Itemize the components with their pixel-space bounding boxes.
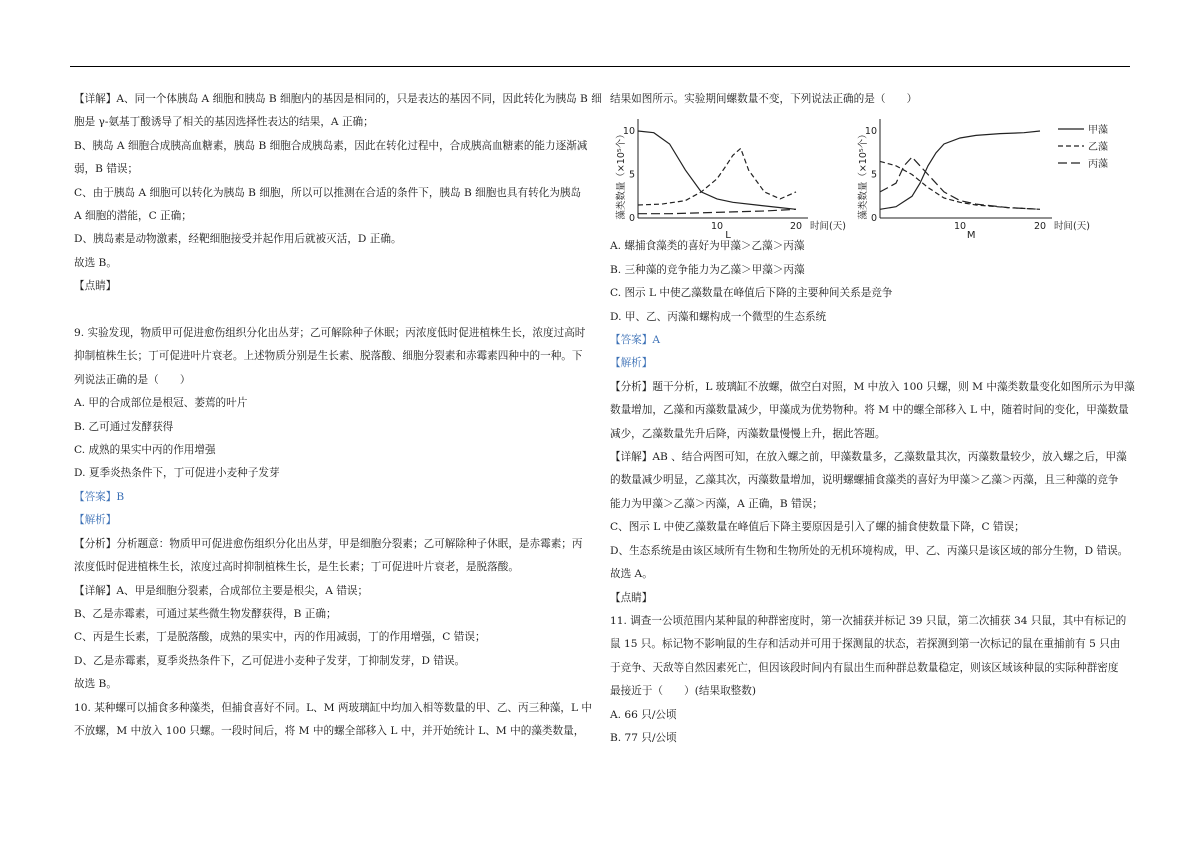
algae-charts: [610, 113, 1130, 242]
text-line: 胞是 γ-氨基丁酸诱导了相关的基因选择性表达的结果，A 正确；: [74, 116, 374, 129]
y-tick-label: 10: [864, 126, 877, 138]
text-line: 弱，B 错误；: [74, 163, 139, 176]
text-line: 【解析】: [74, 514, 117, 527]
right-bottom-text: [610, 235, 1135, 750]
text-line: 鼠 15 只。标记物不影响鼠的生存和活动并可用于探测鼠的状态，若探测到第一次标记的鼠在重捕前有 5 只由: [610, 638, 1121, 651]
y-tick-label: 5: [628, 169, 635, 181]
text-line: 故选 B。: [74, 678, 117, 691]
text-line: 最接近于（ ）(结果取整数): [610, 685, 756, 698]
text-line: D、生态系统是由该区域所有生物和生物所处的无机环境构成，甲、乙、丙藻只是该区域的部分生物，D 错误。: [610, 544, 1129, 557]
text-line: 故选 B。: [74, 256, 117, 269]
text-line: A. 甲的合成部位是根冠、萎蔫的叶片: [74, 397, 248, 410]
text-line: 数量增加，乙藻和丙藻数量减少，甲藻成为优势物种。将 M 中的螺全部移入 L 中，随着时间的变化，甲藻数量: [610, 404, 1129, 417]
x-tick-label: 20: [789, 221, 803, 233]
header-rule: [70, 66, 1130, 67]
text-line: 于竞争、天敌等自然因素死亡，但因该段时间内有鼠出生而种群总数量稳定，则该区域该种鼠的实际种群密度: [610, 661, 1119, 674]
series-line-丙藻: [638, 210, 796, 214]
text-line: 的数量减少明显，乙藻其次，丙藻数量增加，说明螺螺捕食藻类的喜好为甲藻＞乙藻＞丙藻，且三种藻的竞争: [610, 474, 1119, 487]
text-line: 【点睛】: [74, 280, 117, 293]
text-line: 【点睛】: [610, 591, 653, 604]
text-line: 11. 调查一公顷范围内某种鼠的种群密度时，第一次捕获并标记 39 只鼠，第二次捕获 34 只鼠，其中有标记的: [610, 614, 1127, 627]
text-line: C. 成熟的果实中丙的作用增强: [74, 444, 216, 457]
x-axis-label: 时间(天): [810, 221, 846, 233]
text-line: 浓度低时促进植株生长，浓度过高时抑制植株生长，是生长素；丁可促进叶片衰老，是脱落酸。: [74, 561, 519, 574]
y-tick-label: 0: [870, 213, 877, 225]
text-line: 10. 某种螺可以捕食多种藻类，但捕食喜好不同。L、M 两玻璃缸中均加入相等数量的甲、乙、丙三种藻，L 中: [74, 701, 592, 714]
text-line: 故选 A。: [610, 568, 653, 581]
legend-label: 甲藻: [1088, 125, 1108, 137]
text-line: 能力为甲藻＞乙藻＞丙藻，A 正确，B 错误；: [610, 497, 823, 510]
y-tick-label: 0: [628, 213, 635, 225]
y-tick-label: 5: [870, 169, 877, 181]
text-line: 【解析】: [610, 357, 653, 370]
x-tick-label: 10: [953, 221, 967, 233]
text-line: 【详解】AB 、结合两图可知，在放入螺之前，甲藻数量多，乙藻数量其次，丙藻数量较少，放入螺之后，甲藻: [610, 451, 1127, 464]
legend-label: 乙藻: [1088, 142, 1108, 154]
y-tick-label: 10: [622, 126, 635, 138]
text-line: 9. 实验发现，物质甲可促进愈伤组织分化出丛芽；乙可解除种子休眠；丙浓度低时促进植株生长，浓度过高时: [74, 327, 586, 340]
x-axis-label: 时间(天): [1054, 221, 1090, 233]
panel-label: M: [966, 230, 976, 242]
text-line: 【分析】题干分析，L 玻璃缸不放螺，做空白对照，M 中放入 100 只螺，则 M 中藻类数量变化如图所示为甲藻: [610, 380, 1135, 393]
text-line: B. 77 只/公顷: [610, 731, 677, 744]
panel-label: L: [725, 230, 731, 242]
y-axis-label: 藻类数量（×10⁵个）: [858, 129, 869, 221]
text-line: A. 螺捕食藻类的喜好为甲藻＞乙藻＞丙藻: [610, 240, 805, 253]
text-line: [74, 299, 594, 322]
text-line: 【详解】A、甲是细胞分裂素，合成部位主要是根尖，A 错误；: [74, 584, 369, 597]
text-line: B、胰岛 A 细胞合成胰高血糖素，胰岛 B 细胞合成胰岛素，因此在转化过程中，合成胰高血糖素的能力逐渐减: [74, 139, 588, 152]
text-line: D. 夏季炎热条件下，丁可促进小麦种子发芽: [74, 467, 280, 480]
text-line: C、图示 L 中使乙藻数量在峰值后下降主要原因是引入了螺的捕食使数量下降，C 错误；: [610, 521, 1025, 534]
x-tick-label: 10: [710, 221, 724, 233]
figure-area: [610, 113, 1130, 242]
text-line: B、乙是赤霉素，可通过某些微生物发酵获得，B 正确；: [74, 607, 337, 620]
text-line: 【答案】B: [74, 490, 125, 503]
text-line: 不放螺，M 中放入 100 只螺。一段时间后，将 M 中的螺全部移入 L 中，并开始统计 L、M 中的藻类数量，: [74, 724, 585, 737]
right-top-text: [610, 88, 1130, 111]
series-line-乙藻: [638, 149, 796, 206]
text-line: B. 乙可通过发酵获得: [74, 420, 174, 433]
text-line: 【详解】A、同一个体胰岛 A 细胞和胰岛 B 细胞内的基因是相同的，只是表达的基因不同，因此转化为胰岛 B 细: [74, 93, 602, 105]
legend-label: 丙藻: [1088, 159, 1108, 171]
right-column: [610, 88, 1135, 750]
text-line: A 细胞的潜能，C 正确；: [74, 210, 192, 223]
text-line: D. 甲、乙、丙藻和螺构成一个微型的生态系统: [610, 310, 827, 323]
text-line: C、由于胰岛 A 细胞可以转化为胰岛 B 细胞，所以可以推测在合适的条件下，胰岛 B 细胞也具有转化为胰岛: [74, 186, 582, 199]
text-line: B. 三种藻的竞争能力为乙藻＞甲藻＞丙藻: [610, 263, 805, 276]
text-line: C、丙是生长素，丁是脱落酸，成熟的果实中，丙的作用减弱，丁的作用增强，C 错误；: [74, 631, 486, 644]
text-line: 列说法正确的是（ ）: [74, 373, 191, 386]
text-line: 抑制植株生长；丁可促进叶片衰老。上述物质分别是生长素、脱落酸、细胞分裂素和赤霉素四种中的一种。下: [74, 350, 583, 363]
text-line: 【分析】分析题意：物质甲可促进愈伤组织分化出丛芽，甲是细胞分裂素；乙可解除种子休眠，是赤霉素；丙: [74, 537, 583, 550]
x-tick-label: 20: [1033, 221, 1047, 233]
left-column: [74, 88, 602, 743]
text-line: D、乙是赤霉素，夏季炎热条件下，乙可促进小麦种子发芽，丁抑制发芽，D 错误。: [74, 654, 466, 667]
text-line: 【答案】A: [610, 334, 661, 347]
series-line-甲藻: [638, 131, 796, 209]
text-line: C. 图示 L 中使乙藻数量在峰值后下降的主要种间关系是竞争: [610, 287, 893, 300]
text-line: 结果如图所示。实验期间螺数量不变，下列说法正确的是（ ）: [610, 93, 918, 105]
text-line: 减少，乙藻数量先升后降，丙藻数量慢慢上升，据此答题。: [610, 427, 886, 440]
text-line: D、胰岛素是动物激素，经靶细胞接受并起作用后就被灭活，D 正确。: [74, 233, 402, 246]
y-axis-label: 藻类数量（×10⁵个）: [616, 129, 627, 221]
text-line: A. 66 只/公顷: [610, 708, 677, 721]
